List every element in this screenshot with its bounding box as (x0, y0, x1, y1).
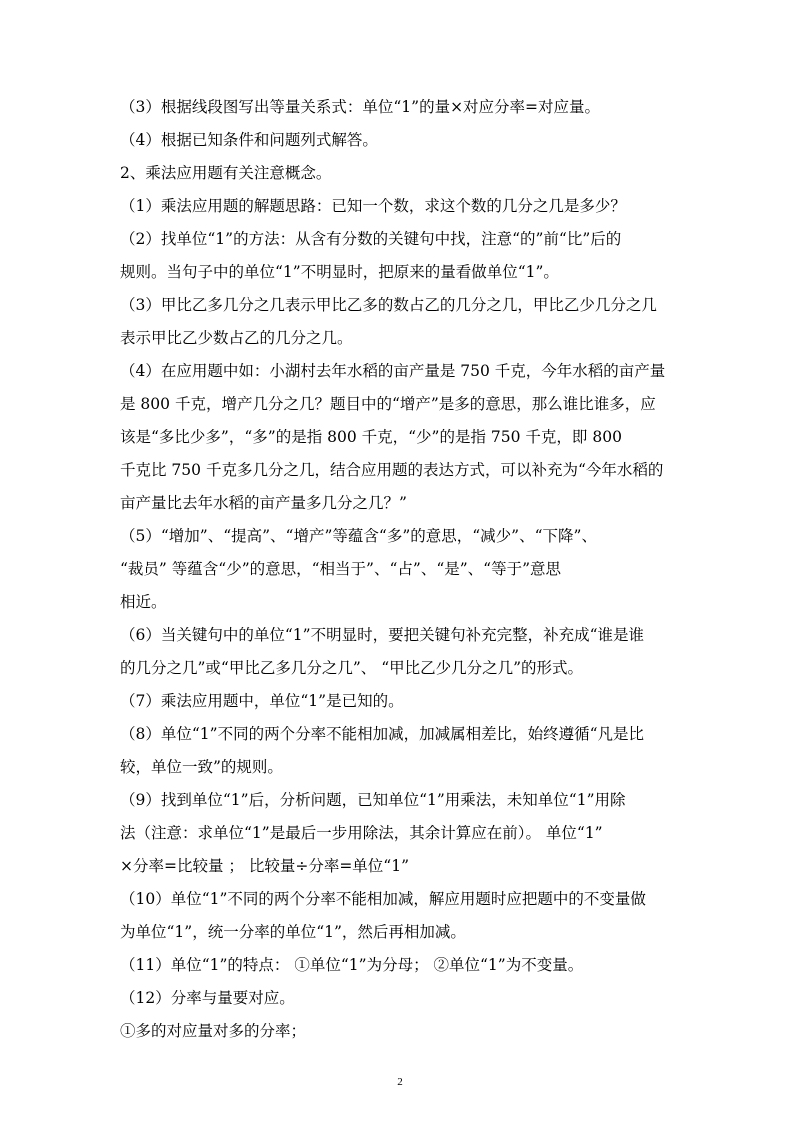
text-line: 为单位“1”，统一分率的单位“1”，然后再相加减。 (120, 923, 466, 941)
text-line: （3）根据线段图写出等量关系式：单位“1”的量×对应分率=对应量。 (120, 98, 601, 116)
text-line: （6）当关键句中的单位“1”不明显时，要把关键句补充完整，补充成“谁是谁 (120, 626, 644, 644)
section-heading: 2、乘法应用题有关注意概念。 (120, 164, 332, 182)
text-line: （9）找到单位“1”后，分析问题，已知单位“1”用乘法，未知单位“1”用除 (120, 791, 626, 809)
text-line: 相近。 (120, 593, 167, 611)
text-line: （11）单位“1”的特点： ①单位“1”为分母； ②单位“1”为不变量。 (120, 956, 584, 974)
text-line: （12）分率与量要对应。 (120, 989, 295, 1007)
text-line: （10）单位“1”不同的两个分率不能相加减，解应用题时应把题中的不变量做 (120, 890, 646, 908)
text-line: （7）乘法应用题中，单位“1”是已知的。 (120, 692, 404, 710)
text-line: （4）根据已知条件和问题列式解答。 (120, 131, 378, 149)
page-number: 2 (397, 1076, 403, 1088)
text-line: ①多的对应量对多的分率； (120, 1022, 307, 1040)
text-line: 是 800 千克，增产几分之几？题目中的“增产”是多的意思，那么谁比谁多，应 (120, 395, 656, 413)
text-line: 规则。当句子中的单位“1”不明显时，把原来的量看做单位“1”。 (120, 263, 559, 281)
text-line: 表示甲比乙少数占乙的几分之几。 (120, 329, 353, 347)
text-line: （5）“增加”、“提高”、“增产”等蕴含“多”的意思，“减少”、“下降”、 (120, 527, 597, 545)
text-line: ×分率=比较量 ； 比较量÷分率=单位“1” (120, 857, 410, 875)
text-line: “裁员” 等蕴含“少”的意思，“相当于”、“占”、“是”、“等于”意思 (120, 560, 562, 578)
text-line: 亩产量比去年水稻的亩产量多几分之几？” (120, 494, 407, 512)
text-line: 法（注意：求单位“1”是最后一步用除法，其余计算应在前）。 单位“1” (120, 824, 603, 842)
text-line: （3）甲比乙多几分之几表示甲比乙多的数占乙的几分之几，甲比乙少几分之几 (120, 296, 657, 314)
text-line: （2）找单位“1”的方法：从含有分数的关键句中找，注意“的”前“比”后的 (120, 230, 622, 248)
text-line: 的几分之几”或“甲比乙多几分之几”、 “甲比乙少几分之几”的形式。 (120, 659, 584, 677)
text-line: （4）在应用题中如：小湖村去年水稻的亩产量是 750 千克，今年水稻的亩产量 (120, 362, 666, 380)
text-line: 较，单位一致”的规则。 (120, 758, 283, 776)
text-line: 该是“多比少多”，“多”的是指 800 千克，“少”的是指 750 千克，即 800 (120, 428, 622, 446)
text-line: 千克比 750 千克多几分之几，结合应用题的表达方式，可以补充为“今年水稻的 (120, 461, 664, 479)
text-line: （8）单位“1”不同的两个分率不能相加减，加减属相差比，始终遵循“凡是比 (120, 725, 644, 743)
text-line: （1）乘法应用题的解题思路：已知一个数，求这个数的几分之几是多少？ (120, 197, 626, 215)
document-body (120, 97, 682, 1041)
